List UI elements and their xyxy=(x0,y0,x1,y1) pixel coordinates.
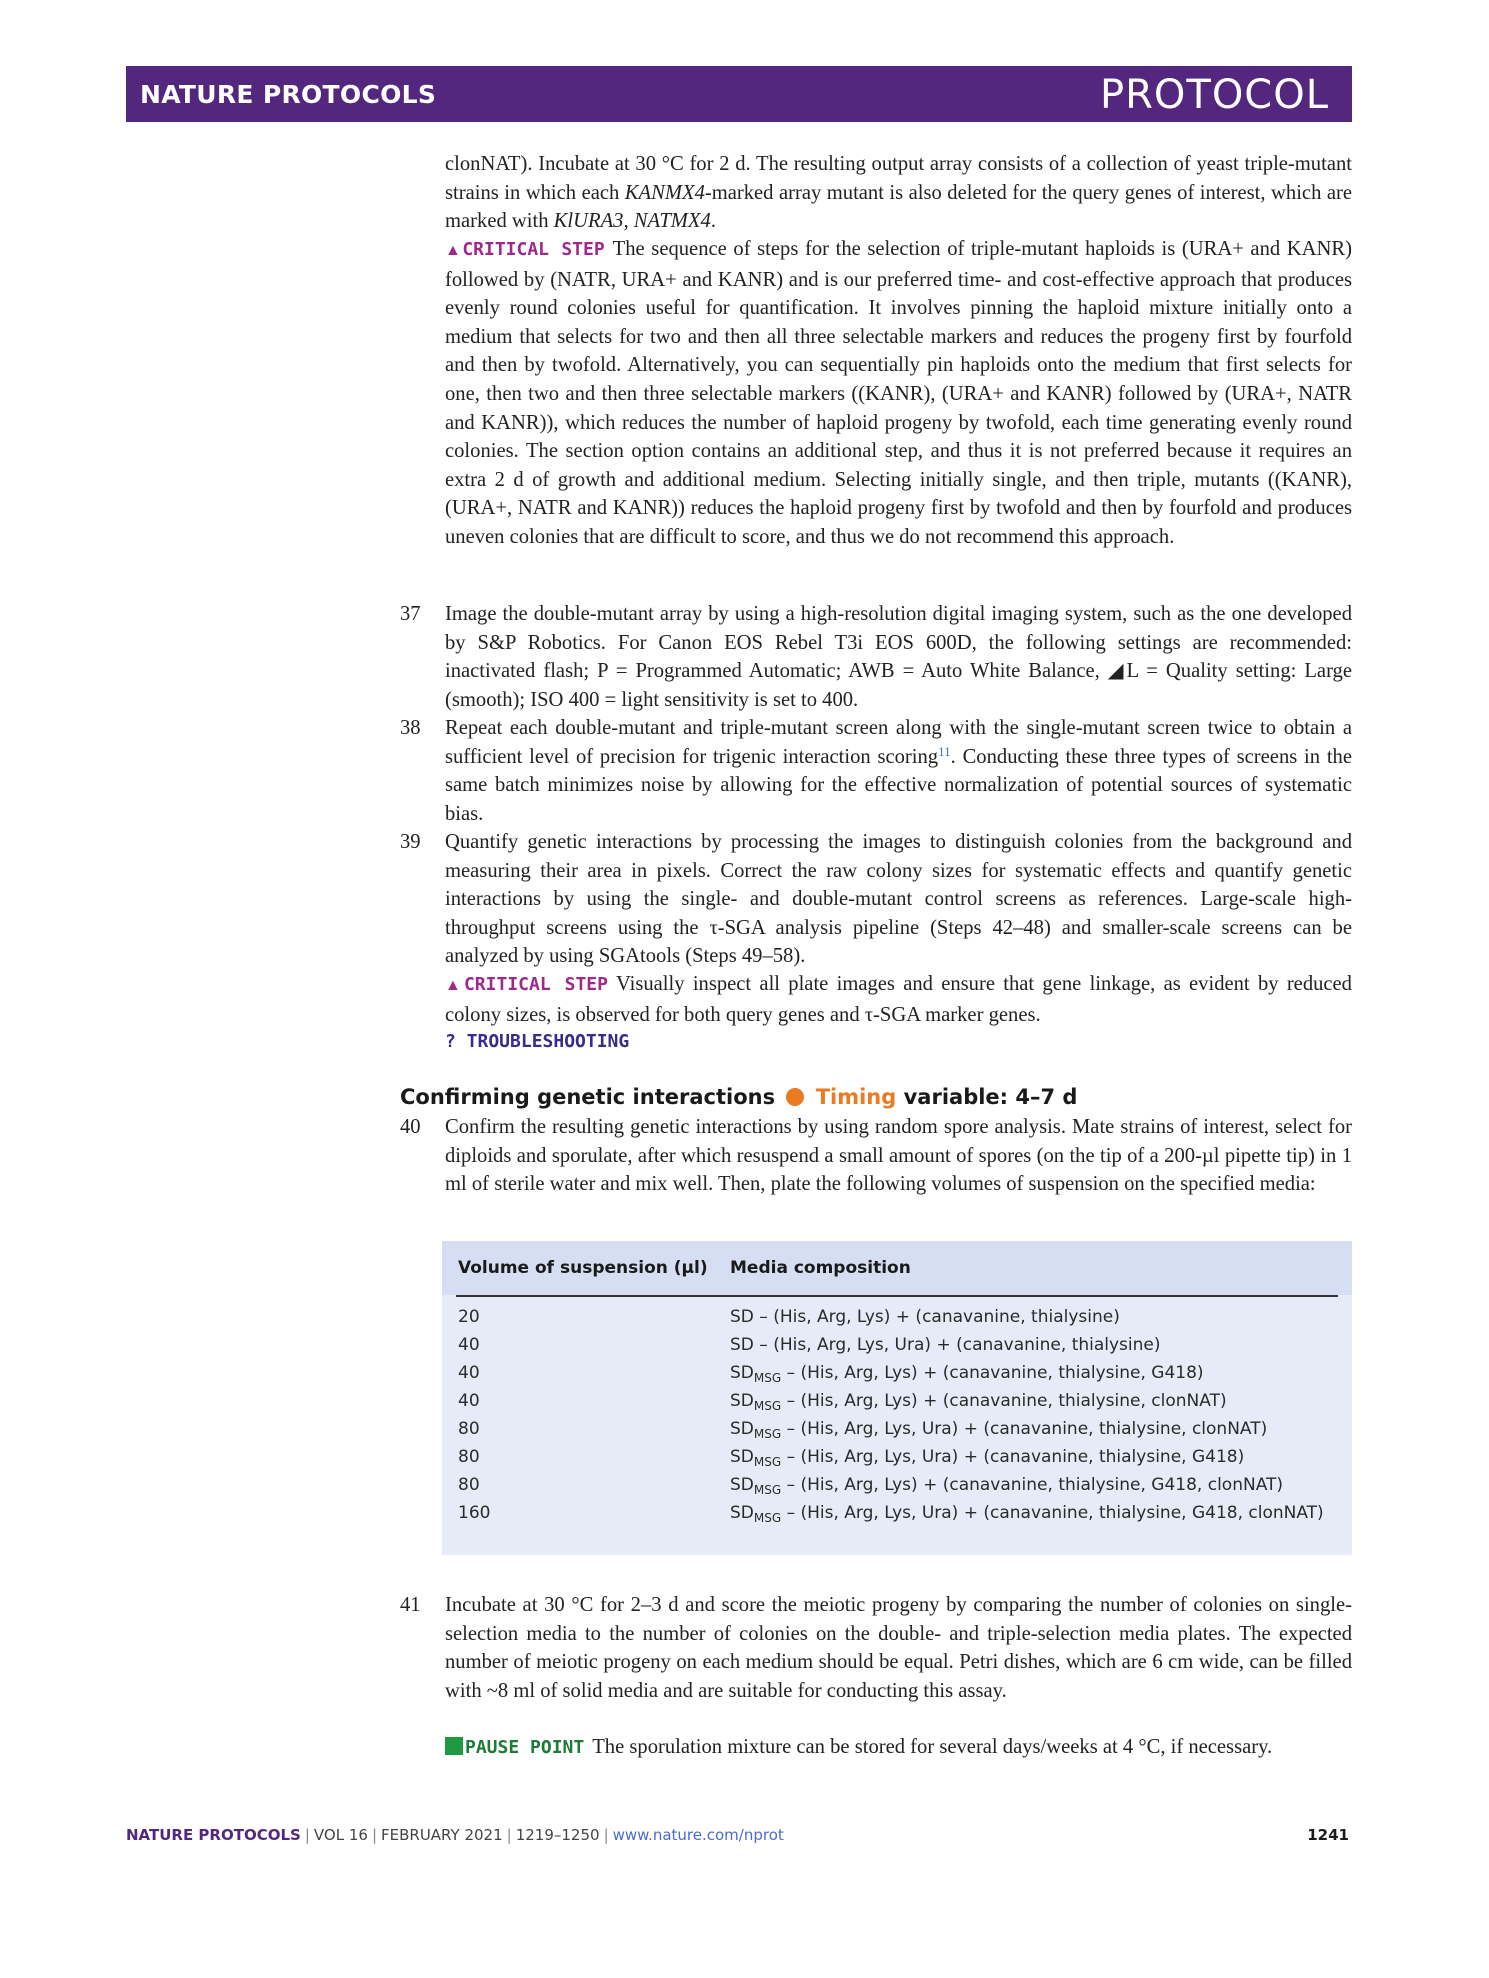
table-row xyxy=(442,1447,1352,1475)
critical-step-note xyxy=(445,970,1352,1029)
table-row xyxy=(442,1307,1352,1335)
column-header-media: Media composition xyxy=(730,1258,911,1278)
step-number: 39 xyxy=(400,831,421,853)
reference-link[interactable]: 11 xyxy=(938,743,951,759)
section-heading xyxy=(400,1085,1077,1109)
table-row xyxy=(442,1335,1352,1363)
step-number: 37 xyxy=(400,603,421,625)
pause-square-icon xyxy=(445,1737,463,1755)
footer-volume: VOL 16 xyxy=(313,1826,368,1844)
pause-point-label: PAUSE POINT xyxy=(465,1737,585,1758)
step-41-text: Incubate at 30 °C for 2–3 d and score the meiotic progeny by comparing the number of colonies on single-selection media to the number of colonies on the double- and triple-selection media plates. The expected number of meiotic progeny on each medium should be equal. Petri dishes, which are 6 cm wide, can be filled with ~8 ml of solid media and are suitable for conducting this assay. xyxy=(445,1594,1352,1702)
critical-step-text: The sequence of steps for the selection of triple-mutant haploids is (URA+ and KANR) followed by (NATR, URA+ and KANR) and is our preferred time- and cost-effective approach that produces evenly round colonies useful for quantification. It involves pinning the haploid mixture initially onto a medium that selects for two and then all three selectable markers and reduces the progeny first by fourfold and then by twofold. Alternatively, you can sequentially pin haploids onto the medium that first selects for one, then two and then three selectable markers ((KANR), (URA+ and KANR) followed by (URA+, NATR and KANR)), which reduces the number of haploid progeny by twofold, each time generating evenly round colonies. The section option contains an additional step, and thus it is not preferred because it requires an extra 2 d of growth and additional medium. Selecting initially single, and then triple, mutants ((KANR), (URA+, NATR and KANR)) reduces the haploid progeny first by twofold and then by fourfold and produces uneven colonies that are difficult to score, and thus we do not recommend this approach. xyxy=(445,238,1352,548)
section-title: Confirming genetic interactions xyxy=(400,1085,776,1109)
table-header xyxy=(442,1241,1352,1295)
intro-paragraph: clonNAT). Incubate at 30 °C for 2 d. The resulting output array consists of a collection of yeast triple-mutant strains in which each KANMX4-marked array mutant is also deleted for the query genes of interest, which are marked with KlURA3, NATMX4. xyxy=(445,153,1352,233)
footer-date: FEBRUARY 2021 xyxy=(381,1826,503,1844)
warning-triangle-icon: ▲ xyxy=(445,977,464,994)
critical-step-note xyxy=(445,235,1352,552)
media-table xyxy=(442,1241,1352,1555)
footer-url-link[interactable]: www.nature.com/nprot xyxy=(612,1826,784,1844)
step-39-text: Quantify genetic interactions by processing the images to distinguish colonies from the background and measuring their area in pixels. Correct the raw colony sizes for systematic effects and quantify genetic interactions by using the single- and double-mutant control screens as references. Large-scale high-throughput screens using the τ-SGA analysis pipeline (Steps 42–48) and smaller-scale screens can be analyzed by using SGAtools (Steps 49–58). xyxy=(445,831,1352,968)
volume-cell: 80 xyxy=(458,1447,480,1467)
volume-cell: 160 xyxy=(458,1503,491,1523)
volume-cell: 20 xyxy=(458,1307,480,1327)
media-cell: SD – (His, Arg, Lys, Ura) + (canavanine, thialysine) xyxy=(730,1335,1161,1355)
step-38-text: Repeat each double-mutant and triple-mutant screen along with the single-mutant screen twice to obtain a sufficient level of precision for trigenic interaction scoring$^{11}$. Conducting these three types of screens in the same batch minimizes noise by allowing for the effective normalization of potential sources of systematic bias. xyxy=(445,717,1352,825)
journal-name: NATURE PROTOCOLS xyxy=(140,80,437,109)
media-cell: $SD_{MSG} - (His$, Arg, Lys) + (canavanine, thialysine, G418) xyxy=(730,1363,1204,1385)
article-type: PROTOCOL xyxy=(1099,72,1329,118)
critical-step-text: Visually inspect all plate images and ensure that gene linkage, as evident by reduced colony sizes, is observed for both query genes and τ-SGA marker genes. xyxy=(445,973,1352,1026)
volume-cell: 80 xyxy=(458,1419,480,1439)
footer-pages: 1219–1250 xyxy=(515,1826,600,1844)
step-40-text: Confirm the resulting genetic interactions by using random spore analysis. Mate strains of interest, select for diploids and sporulate, after which resuspend a small amount of spores (on the tip of a 200-µl pipette tip) in 1 ml of sterile water and mix well. Then, plate the following volumes of suspension on the specified media: xyxy=(445,1116,1352,1196)
media-cell: $SD_{MSG} - (His$, Arg, Lys, Ura) + (canavanine, thialysine, G418) xyxy=(730,1447,1245,1469)
media-cell: $SD_{MSG} - (His$, Arg, Lys, Ura) + (canavanine, thialysine, clonNAT) xyxy=(730,1419,1268,1441)
table-row xyxy=(442,1475,1352,1503)
footer-journal: NATURE PROTOCOLS xyxy=(126,1826,301,1844)
volume-cell: 40 xyxy=(458,1391,480,1411)
critical-step-label: CRITICAL STEP xyxy=(462,239,605,260)
timing-value: variable: 4–7 d xyxy=(903,1085,1078,1109)
step-number: 41 xyxy=(400,1594,421,1616)
media-cell: $SD_{MSG} - (His$, Arg, Lys, Ura) + (canavanine, thialysine, G418, clonNAT) xyxy=(730,1503,1324,1525)
table-row xyxy=(442,1419,1352,1447)
media-cell: SD – (His, Arg, Lys) + (canavanine, thialysine) xyxy=(730,1307,1120,1327)
header-rule xyxy=(456,1295,1338,1297)
troubleshooting-link[interactable]: ? TROUBLESHOOTING xyxy=(445,1031,630,1052)
media-cell: $SD_{MSG} - (His$, Arg, Lys) + (canavanine, thialysine, clonNAT) xyxy=(730,1391,1227,1413)
table-row xyxy=(442,1503,1352,1531)
timing-label: Timing xyxy=(815,1085,897,1109)
page-number: 1241 xyxy=(1307,1826,1349,1844)
step-37-text: Image the double-mutant array by using a high-resolution digital imaging system, such as the one developed by S&P Robotics. For Canon EOS Rebel T3i EOS 600D, the following settings are recommended: inactivated flash; P = Programmed Automatic; AWB = Auto White Balance, ◢L = Quality setting: Large (smooth); ISO 400 = light sensitivity is set to 400. xyxy=(445,603,1352,711)
column-header-volume: Volume of suspension (µl) xyxy=(458,1258,708,1278)
pause-point-note xyxy=(445,1733,1352,1763)
step-number: 38 xyxy=(400,717,421,739)
volume-cell: 80 xyxy=(458,1475,480,1495)
volume-cell: 40 xyxy=(458,1335,480,1355)
footer: NATURE PROTOCOLS | VOL 16 | FEBRUARY 2021 | 1219–1250 | www.nature.com/nprot xyxy=(126,1826,784,1844)
table-row xyxy=(442,1391,1352,1419)
volume-cell: 40 xyxy=(458,1363,480,1383)
step-number: 40 xyxy=(400,1116,421,1138)
critical-step-label: CRITICAL STEP xyxy=(463,974,608,995)
table-row xyxy=(442,1363,1352,1391)
timing-clock-icon xyxy=(786,1088,804,1106)
pause-point-text: The sporulation mixture can be stored for several days/weeks at 4 °C, if necessary. xyxy=(592,1736,1273,1758)
warning-triangle-icon: ▲ xyxy=(445,242,463,259)
media-cell: $SD_{MSG} - (His$, Arg, Lys) + (canavanine, thialysine, G418, clonNAT) xyxy=(730,1475,1284,1497)
